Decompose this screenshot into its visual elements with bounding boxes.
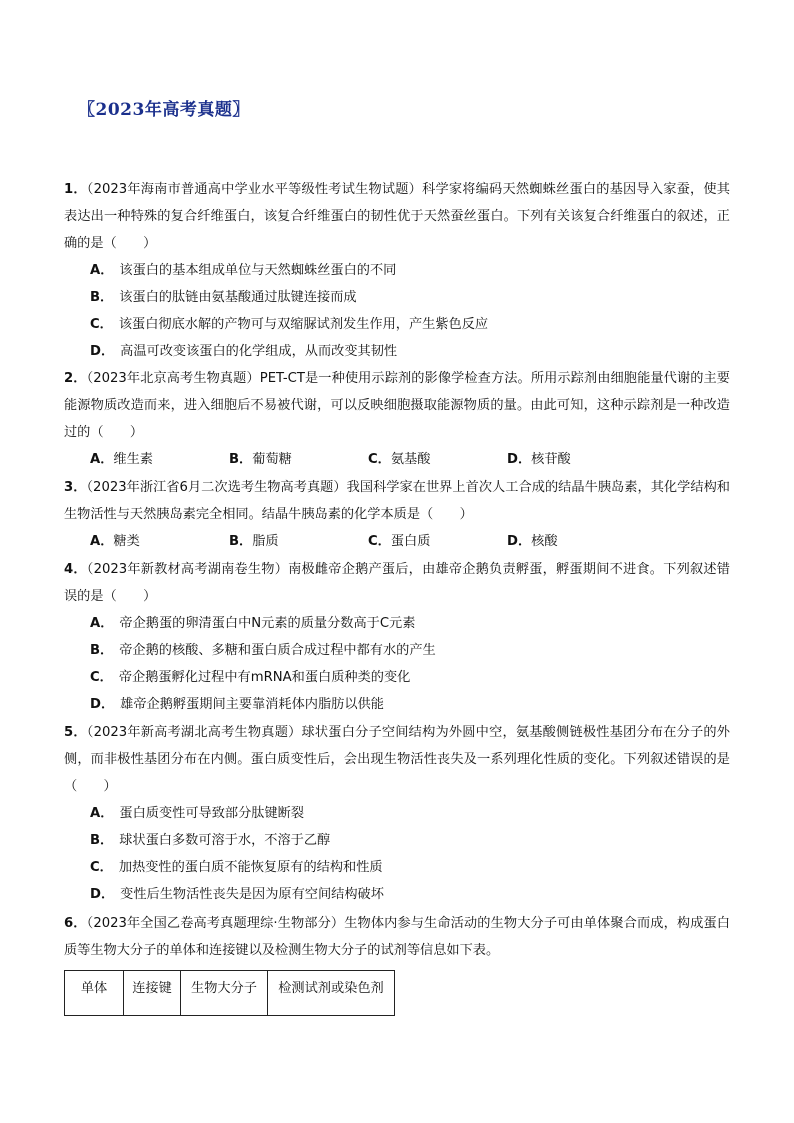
table-header-cell: 连接键 <box>124 971 181 1016</box>
option-a[interactable]: A．糖类 <box>90 534 140 549</box>
table-header-cell: 生物大分子 <box>181 971 268 1016</box>
option-b[interactable]: B． 球状蛋白多数可溶于水，不溶于乙醇 <box>90 833 331 848</box>
question-source: （2023年全国乙卷高考真题理综·生物部分） <box>86 916 345 931</box>
question-stem <box>64 910 730 964</box>
question-number: 5． <box>64 725 87 740</box>
option-a[interactable]: A． 蛋白质变性可导致部分肽键断裂 <box>90 806 305 821</box>
question-number: 1． <box>64 182 87 197</box>
option-row <box>64 528 730 555</box>
option-c[interactable]: C． 加热变性的蛋白质不能恢复原有的结构和性质 <box>90 860 383 875</box>
question-5 <box>64 719 730 908</box>
option-d[interactable]: D．核酸 <box>507 534 558 549</box>
option-a[interactable]: A． 该蛋白的基本组成单位与天然蜘蛛丝蛋白的不同 <box>90 263 397 278</box>
question-number: 4． <box>64 562 87 577</box>
question-stem <box>64 556 730 610</box>
question-1 <box>64 176 730 365</box>
option-d[interactable]: D． 高温可改变该蛋白的化学组成，从而改变其韧性 <box>90 344 398 359</box>
question-text: 我国科学家在世界上首次人工合成的结晶牛胰岛素，其化学结构和生物活性与天然胰岛素完全相同。结晶牛胰岛素的化学本质是（ ） <box>64 480 730 522</box>
question-text: 生物体内参与生命活动的生物大分子可由单体聚合而成，构成蛋白质等生物大分子的单体和连接键以及检测生物大分子的试剂等信息如下表。 <box>64 916 730 958</box>
question-source: （2023年海南市普通高中学业水平等级性考试生物试题） <box>86 182 423 197</box>
option-b[interactable]: B． 该蛋白的肽链由氨基酸通过肽键连接而成 <box>90 290 357 305</box>
table-header-cell: 检测试剂或染色剂 <box>268 971 395 1016</box>
question-stem <box>64 365 730 446</box>
question-source: （2023年新教材高考湖南卷生物） <box>86 562 289 577</box>
question-6 <box>64 910 730 964</box>
option-b[interactable]: B．脂质 <box>229 534 279 549</box>
option-row <box>64 446 730 473</box>
section-title: 〖2023年高考真题〗 <box>78 100 250 120</box>
option-b[interactable]: B． 帝企鹅的核酸、多糖和蛋白质合成过程中都有水的产生 <box>90 643 436 658</box>
info-table <box>64 970 395 1016</box>
option-c[interactable]: C．氨基酸 <box>368 452 431 467</box>
question-2 <box>64 365 730 473</box>
table-header-row <box>65 971 395 1016</box>
option-d[interactable]: D．核苷酸 <box>507 452 571 467</box>
option-c[interactable]: C．蛋白质 <box>368 534 431 549</box>
question-text: 球状蛋白分子空间结构为外圆中空，氨基酸侧链极性基团分布在分子的外侧，而非极性基团分布在内侧。蛋白质变性后，会出现生物活性丧失及一系列理化性质的变化。下列叙述错误的是（ ） <box>64 725 730 794</box>
question-source: （2023年北京高考生物真题） <box>86 371 260 386</box>
question-number: 6． <box>64 916 87 931</box>
table-header-cell: 单体 <box>65 971 124 1016</box>
question-stem <box>64 176 730 257</box>
question-text: PET-CT是一种使用示踪剂的影像学检查方法。所用示踪剂由细胞能量代谢的主要能源物质改造而来，进入细胞后不易被代谢，可以反映细胞摄取能源物质的量。由此可知，这种示踪剂是一种改造过的（ ） <box>64 371 730 440</box>
question-number: 2． <box>64 371 87 386</box>
question-4 <box>64 556 730 718</box>
question-source: （2023年新高考湖北高考生物真题） <box>86 725 302 740</box>
question-3 <box>64 474 730 555</box>
option-c[interactable]: C． 该蛋白彻底水解的产物可与双缩脲试剂发生作用，产生紫色反应 <box>90 317 489 332</box>
option-d[interactable]: D． 雄帝企鹅孵蛋期间主要靠消耗体内脂肪以供能 <box>90 697 384 712</box>
question-stem <box>64 474 730 528</box>
question-text: 南极雌帝企鹅产蛋后，由雄帝企鹅负责孵蛋，孵蛋期间不进食。下列叙述错误的是（ ） <box>64 562 730 604</box>
question-source: （2023年浙江省6月二次选考生物高考真题） <box>86 480 347 495</box>
option-c[interactable]: C． 帝企鹅蛋孵化过程中有mRNA和蛋白质种类的变化 <box>90 670 411 685</box>
question-text: 科学家将编码天然蜘蛛丝蛋白的基因导入家蚕，使其表达出一种特殊的复合纤维蛋白，该复合纤维蛋白的韧性优于天然蚕丝蛋白。下列有关该复合纤维蛋白的叙述，正确的是（ ） <box>64 182 730 251</box>
option-a[interactable]: A． 帝企鹅蛋的卵清蛋白中N元素的质量分数高于C元素 <box>90 616 416 631</box>
option-b[interactable]: B．葡萄糖 <box>229 452 292 467</box>
option-a[interactable]: A．维生素 <box>90 452 153 467</box>
option-d[interactable]: D． 变性后生物活性丧失是因为原有空间结构破坏 <box>90 887 384 902</box>
question-stem <box>64 719 730 800</box>
question-number: 3． <box>64 480 87 495</box>
